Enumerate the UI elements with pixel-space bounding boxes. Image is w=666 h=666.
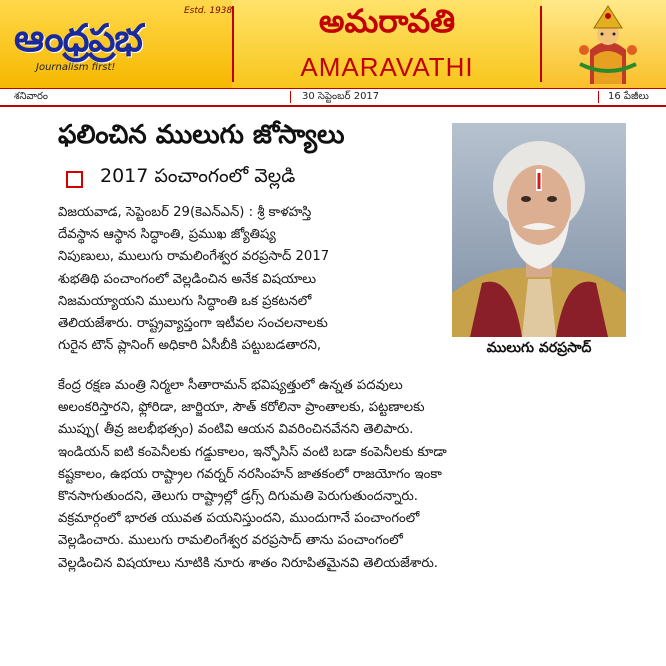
article-subheadline: 2017 పంచాంగంలో వెల్లడి <box>100 165 296 187</box>
body-line: విజయవాడ, సెప్టెంబర్ 29(కెఎన్ఎన్) : శ్రీ కాళహస్తి <box>58 205 312 220</box>
body-line: కేంద్ర రక్షణ మంత్రి నిర్మలా సీతారామన్ భవిష్యత్తులో ఉన్నత పదవులు <box>58 378 403 393</box>
body-line: వక్రమార్గంలో భారత యువత పయనిస్తుందని, ముందుగానే పంచాంగంలో <box>58 511 420 527</box>
body-line: నిపుణులు, ములుగు రామలింగేశ్వర వరప్రసాద్ 2017 <box>58 249 330 265</box>
masthead <box>0 0 666 88</box>
article-body-narrow <box>58 202 446 357</box>
body-line: వెల్లడించారు. ములుగు రామలింగేశ్వర వరప్రసాద్ తాను పంచాంగంలో <box>58 533 403 549</box>
photo-caption: ములుగు వరప్రసాద్ <box>486 340 592 356</box>
article-headline: ఫలించిన ములుగు జోస్యాలు <box>58 120 345 150</box>
body-line: తెలియజేశారు. రాష్ట్రవ్యాప్తంగా ఇటీవల సంచలనాలకు <box>58 315 328 331</box>
body-line: కొనసాగుతుందని, తెలుగు రాష్ట్రాల్లో డ్రగ్స్ దిగుమతి పెరుగుతుందన్నారు. <box>58 488 418 504</box>
body-line: అలంకరిస్తారని, ఫ్లోరిడా, జార్జియా, సౌత్ కరోలినా ప్రాంతాలకు, పట్టణాలకు <box>58 400 425 416</box>
body-line: ఇండియన్ ఐటి కంపెనీలకు గడ్డుకాలం, ఇన్ఫోసిస్ వంటి బడా కంపెనీలకు కూడా <box>58 444 447 460</box>
article-body-wide <box>58 375 628 575</box>
body-line: గురైన టౌన్ ప్లానింగ్ అధికారి ఏసీబీకి పట్టుబడతారని, <box>58 338 322 354</box>
datebar-divider <box>290 91 291 103</box>
established-year: Estd. 1938 <box>184 6 233 16</box>
body-line: శుభతిథి పంచాంగంలో వెల్లడించిన అనేక విషయాలు <box>58 271 317 287</box>
deity-illustration-icon <box>570 4 646 84</box>
body-line: ముప్పు( తీవ్ర జలభీభత్సం) వంటివి ఆయన వివరించినవేనని తెలిపారు. <box>58 422 414 438</box>
body-line: వెల్లడించిన విషయాలు నూటికి నూరు శాతం నిరూపితమైనవి తెలియజేశారు. <box>58 555 438 571</box>
date-bar <box>0 88 666 107</box>
portrait-photo-icon <box>452 123 626 337</box>
edition-name-telugu: అమరావతి <box>318 2 456 40</box>
issue-day: శనివారం <box>14 91 48 102</box>
body-line: నిజమయ్యాయని ములుగు సిద్ధాంతి ఒక ప్రకటనలో <box>58 293 312 309</box>
datebar-divider <box>598 91 599 103</box>
bullet-square-icon <box>66 171 83 188</box>
portrait-photo <box>452 123 626 337</box>
issue-date: 30 సెప్టెంబర్ 2017 <box>302 91 380 102</box>
page-count: 16 పేజీలు <box>608 91 649 102</box>
edition-name-english: AMARAVATHI <box>300 52 474 82</box>
body-line: దేవస్థాన ఆస్థాన సిద్ధాంతి, ప్రముఖ జ్యోతిష్య <box>58 227 276 243</box>
body-line: కష్టకాలం, ఉభయ రాష్ట్రాల గవర్నర్ నరసింహన్ జాతకంలో రాజయోగం ఇంకా <box>58 466 442 482</box>
newspaper-logo: ఆంధ్రప్రభ <box>14 16 142 60</box>
tagline: Journalism first! <box>36 62 116 73</box>
